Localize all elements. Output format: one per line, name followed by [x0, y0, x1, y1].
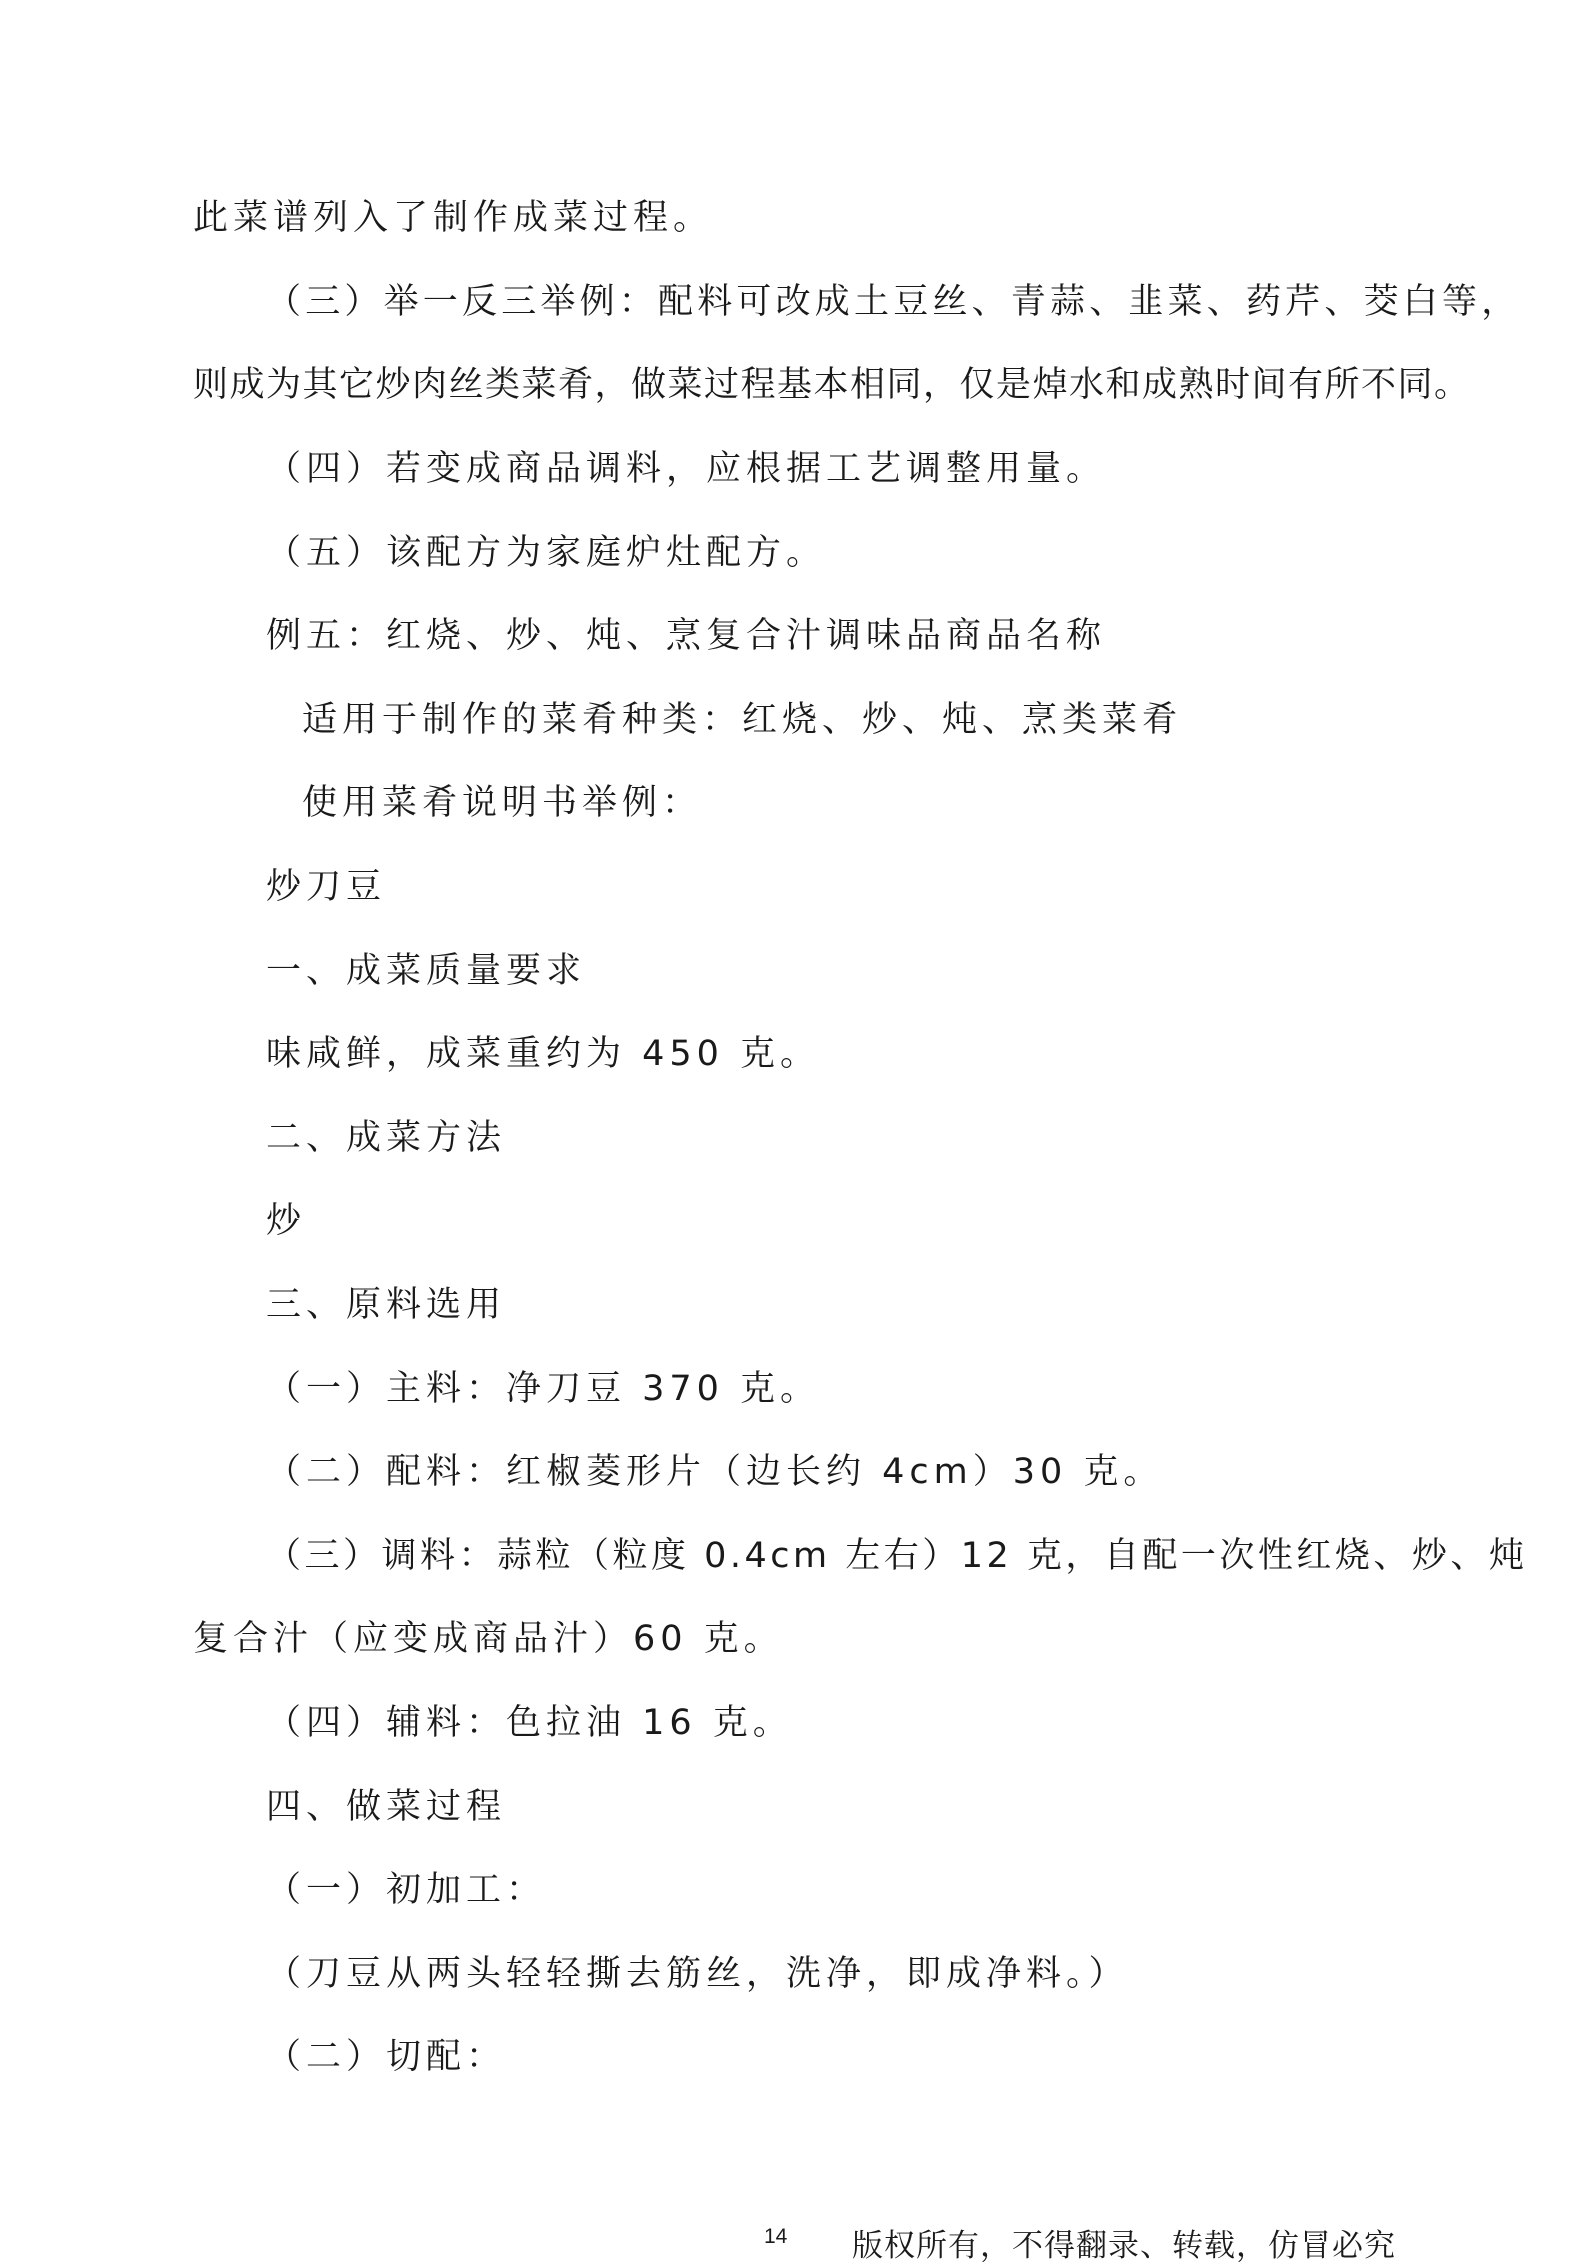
copyright-notice: 版权所有，不得翻录、转载，仿冒必究	[852, 2228, 1396, 2264]
section-heading: 二、成菜方法	[266, 1118, 507, 1158]
section-title: 炒刀豆	[266, 867, 387, 907]
paragraph-line: 使用菜肴说明书举例：	[302, 783, 703, 823]
section-heading: 三、原料选用	[266, 1285, 507, 1325]
section-heading: 四、做菜过程	[266, 1787, 507, 1827]
paragraph-line: （三）举一反三举例：配料可改成土豆丝、青蒜、韭菜、药芹、茭白等，	[266, 282, 1521, 322]
paragraph-line: 则成为其它炒肉丝类菜肴，做菜过程基本相同，仅是焯水和成熟时间有所不同。	[193, 365, 1471, 405]
paragraph-line: （四）辅料：色拉油 16 克。	[266, 1703, 793, 1743]
paragraph-line: （四）若变成商品调料，应根据工艺调整用量。	[266, 449, 1107, 489]
paragraph-line: 例五：红烧、炒、炖、烹复合汁调味品商品名称	[266, 616, 1107, 656]
paragraph-line: （五）该配方为家庭炉灶配方。	[266, 533, 827, 573]
paragraph-line: （三）调料：蒜粒（粒度 0.4cm 左右）12 克，自配一次性红烧、炒、炖	[266, 1536, 1528, 1576]
paragraph-line: 适用于制作的菜肴种类：红烧、炒、炖、烹类菜肴	[302, 700, 1183, 740]
paragraph-line: 此菜谱列入了制作成菜过程。	[193, 198, 714, 238]
paragraph-line: （一）主料：净刀豆 370 克。	[266, 1369, 821, 1409]
paragraph-line: 味咸鲜，成菜重约为 450 克。	[266, 1034, 821, 1074]
paragraph-line: （二）配料：红椒菱形片（边长约 4cm）30 克。	[266, 1452, 1164, 1492]
paragraph-line: （二）切配：	[266, 2037, 507, 2077]
paragraph-line: （一）初加工：	[266, 1870, 547, 1910]
paragraph-line: 复合汁（应变成商品汁）60 克。	[193, 1619, 784, 1659]
page-number: 14	[764, 2225, 788, 2248]
section-heading: 一、成菜质量要求	[266, 951, 587, 991]
paragraph-line: （刀豆从两头轻轻撕去筋丝，洗净，即成净料。）	[266, 1954, 1129, 1994]
paragraph-line: 炒	[266, 1201, 307, 1241]
